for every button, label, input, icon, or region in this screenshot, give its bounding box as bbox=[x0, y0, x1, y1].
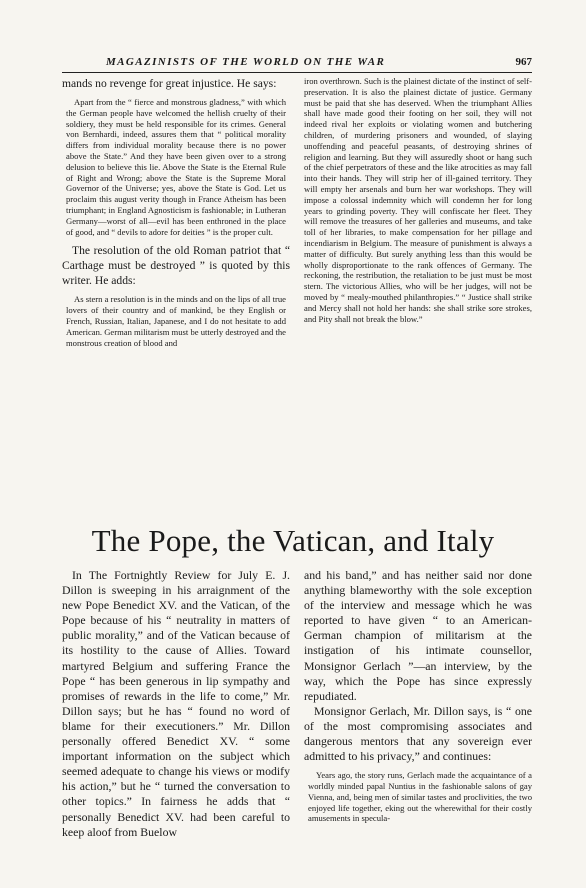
header-rule bbox=[62, 72, 532, 73]
body-paragraph: The resolution of the old Roman patriot that “ Carthage must be destroyed ” is quoted by this writer. He adds: bbox=[62, 244, 290, 288]
article-left-column bbox=[62, 568, 290, 840]
block-quote-continued: iron overthrown. Such is the plainest dictate of the instinct of self-preservation. It is also the plainest dictate of justice. Germany must be paid that she has deserved. When the triumphant Allies shall have made good their footing on her soil, they will not indeed rival her exploits or violating women and butchering children, of murdering prisoners and wounded, of slaying unoffending and peaceful peasants, of destroying shrines of religion and learning. But they will assuredly shoot or hang such of the chief perpetrators of these and the like atrocities as may fall into their hands. They will strip her of ill-gained territory. They will empty her arsenals and burn her war workshops. They will impose a colossal indemnity which will condemn her for long years to grinding poverty. They will confiscate her fleet. They will remove the treasures of her galleries and museums, and take toll of her libraries, to make compensation for her pillage and incendiarism in Belgium. The measure of punishment is always a matter of difficulty. But surely anything less than this would be wholly disproportionate to the rank offences of Germany. The reckoning, the restribution, the retaliation to be just must be most stern. The victorious Allies, who will be her judges, will not be moved by “ mealy-mouthed philanthropies.” “ Justice shall strike and Mercy shall not hold her hands: she shall strike sore strokes, and Pity shall not break the blow.” bbox=[304, 76, 532, 324]
running-title: MAGAZINISTS OF THE WORLD ON THE WAR bbox=[106, 56, 386, 68]
upper-right-column bbox=[304, 76, 532, 324]
body-paragraph: Monsignor Gerlach, Mr. Dillon says, is “ one of the most compromising associates and dangerous mentors that any sovereign ever admitted to his privacy,” and continues: bbox=[304, 703, 532, 764]
page-number: 967 bbox=[515, 56, 532, 68]
article-right-column bbox=[304, 568, 532, 824]
block-quote: Apart from the “ fierce and monstrous gladness,” with which the German people have welcomed the hellish cruelty of their soldiery, they must be held responsible for its crimes. General von Bernhardi, indeed, assures them that “ political morality differs from individual morality because there is no power above the State.” And they have been given over to a strong delusion to believe this lie. Above the State is the Eternal Rule of Right and Wrong; above the State is the Supreme Moral Governor of the Universe; yes, above the State is God. Let us proclaim this august verity though in France Atheism has been triumphant; in England Agnosticism is fashionable; in Lutheran Germany—worst of all—evil has been enthroned in the place of good, and “ devils to adore for deities ” is the proper cult. bbox=[66, 97, 286, 237]
article-title: The Pope, the Vatican, and Italy bbox=[91, 522, 495, 558]
body-paragraph: and his band,” and has neither said nor done anything blameworthy with the sole exception of the interview and message which he was reported to have given “ to an American-German champion of militarism at the instigation of his intimate counsellor, Monsignor Gerlach ”—an interview, by the way, which the Pope has since expressly repudiated. bbox=[304, 568, 532, 703]
upper-left-column bbox=[62, 76, 290, 348]
intro-text: mands no revenge for great injustice. He says: bbox=[62, 77, 277, 90]
block-quote: Years ago, the story runs, Gerlach made the acquaintance of a worldly minded papal Nuntius in the fashionable salons of gay Vienna, and, being men of similar tastes and proclivities, the two enjoyed life together, eking out the wherewithal for their costly amusements in specula- bbox=[308, 770, 532, 824]
running-header bbox=[62, 56, 532, 72]
body-paragraph: In The Fortnightly Review for July E. J. Dillon is sweeping in his arraignment of the new Pope Benedict XV. and the Vatican, of the Pope because of his “ neutrality in matters of public morality,” and of the Vatican because of its hostility to the cause of Allies. Toward martyred Belgium and suffering France the Pope “ has been generous in lip sympathy and promises of rewards in the life to come,” Mr. Dillon says; but he has “ found no word of blame for their executioners.” Mr. Dillon personally offered Benedict XV. “ some important information on the subject which seemed adequate to change his views or modify his action,” but he “ turned the conversation to other topics.” In fairness he adds that “ personally Benedict XV. had been careful to keep aloof from Buelow bbox=[62, 568, 290, 839]
block-quote: As stern a resolution is in the minds and on the lips of all true lovers of their country and of mankind, be they English or French, Russian, Italian, Japanese, and I do not hesitate to add American. German militarism must be utterly destroyed and the monstrous creation of blood and bbox=[66, 294, 286, 348]
